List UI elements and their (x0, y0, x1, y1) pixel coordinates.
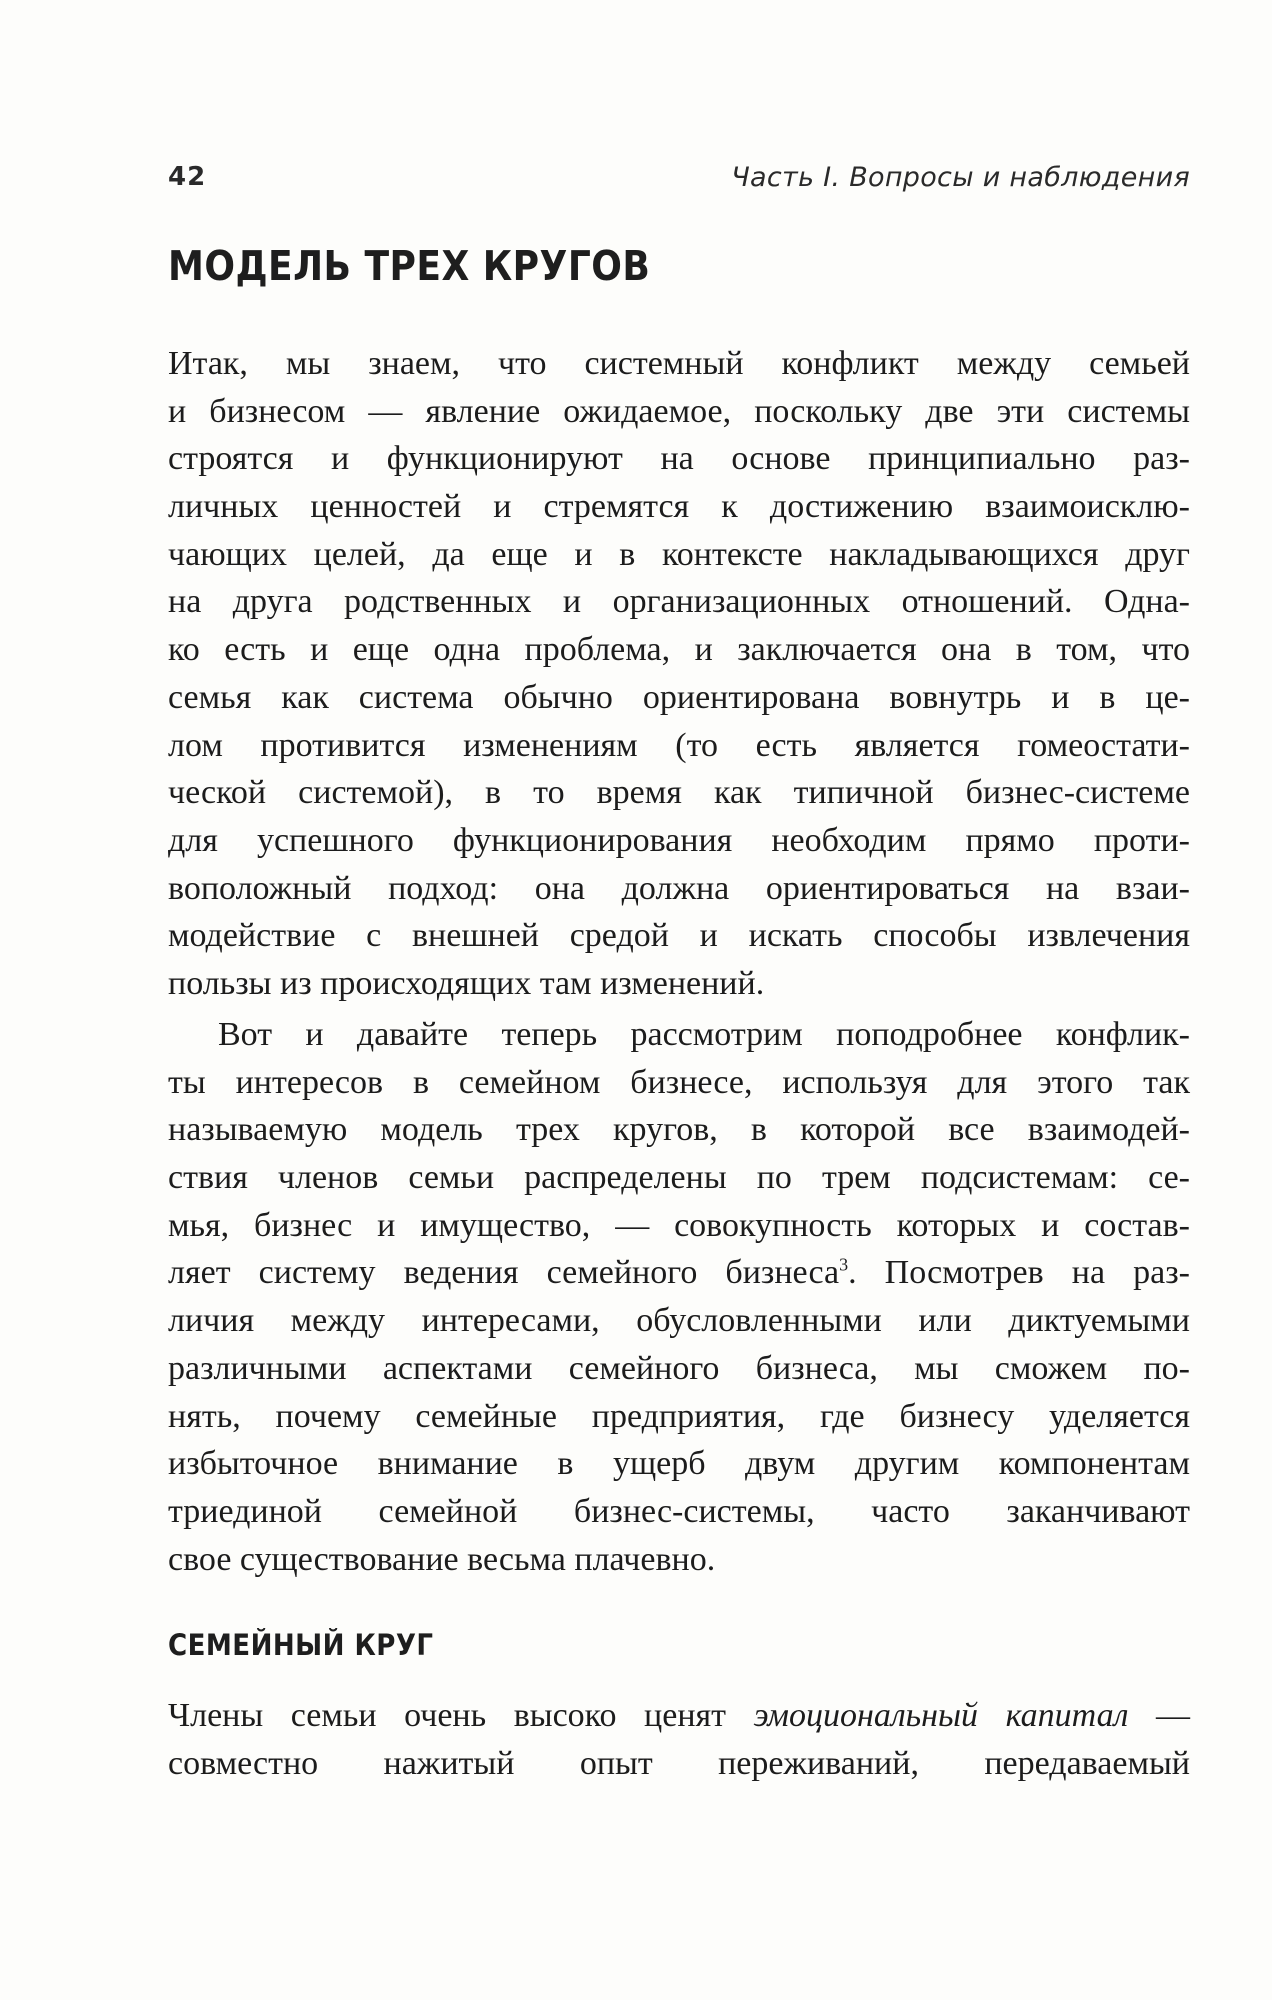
text-line: мья, бизнес и имущество, — совокупность которых и состав- (168, 1206, 1190, 1244)
paragraph-2 (168, 1011, 1190, 1583)
text-line: лом противится изменениям (то есть является гомеостати- (168, 726, 1190, 764)
paragraph-3 (168, 1692, 1190, 1787)
text-line: ствия членов семьи распределены по трем подсистемам: се- (168, 1159, 1190, 1197)
text-line: для успешного функционирования необходим прямо проти- (168, 821, 1190, 859)
text-line: воположный подход: она должна ориентироваться на взаи- (168, 869, 1190, 907)
chapter-title: МОДЕЛЬ ТРЕХ КРУГОВ (168, 242, 651, 290)
text-line: ты интересов в семейном бизнесе, используя для этого так (168, 1063, 1190, 1101)
text-segment: . Посмотрев на раз- (848, 1254, 1190, 1292)
page-number: 42 (168, 162, 207, 192)
text-line: нять, почему семейные предприятия, где бизнесу уделяется (168, 1397, 1190, 1435)
text-line-with-emphasis (168, 1692, 1190, 1740)
text-segment: Члены семьи очень высоко ценят (168, 1697, 754, 1734)
text-segment: — (1128, 1697, 1191, 1734)
text-line: пользы из происходящих там изменений. (168, 964, 765, 1002)
text-line: семья как система обычно ориентирована вовнутрь и в це- (168, 678, 1190, 716)
text-line: различными аспектами семейного бизнеса, мы сможем по- (168, 1349, 1190, 1387)
text-line: совместно нажитый опыт переживаний, передаваемый (168, 1744, 1190, 1782)
paragraph-1 (168, 340, 1190, 1008)
text-line: Итак, мы знаем, что системный конфликт между семьей (168, 345, 1190, 382)
section-header: Часть I. Вопросы и наблюдения (731, 162, 1190, 193)
emphasized-term: эмоциональный капитал (753, 1697, 1129, 1734)
text-line: на друга родственных и организационных отношений. Одна- (168, 583, 1190, 621)
text-line: ческой системой), в то время как типичной бизнес-системе (168, 774, 1190, 812)
text-line: Вот и давайте теперь рассмотрим поподробнее конфлик- (218, 1016, 1190, 1053)
text-line: триединой семейной бизнес-системы, часто заканчивают (168, 1492, 1190, 1530)
footnote-marker: 3 (839, 1255, 849, 1276)
text-line: модействие с внешней средой и искать способы извлечения (168, 917, 1190, 955)
text-line: строятся и функционируют на основе принципиально раз- (168, 440, 1190, 478)
text-line-with-footnote (168, 1249, 1190, 1297)
text-line: избыточное внимание в ущерб двум другим компонентам (168, 1445, 1190, 1483)
text-line: и бизнесом — явление ожидаемое, поскольку две эти системы (168, 392, 1190, 430)
text-line: личия между интересами, обусловленными или диктуемыми (168, 1302, 1190, 1340)
text-line: чающих целей, да еще и в контексте накладывающихся друг (168, 535, 1190, 573)
text-line: ко есть и еще одна проблема, и заключается она в том, что (168, 631, 1190, 669)
text-line: свое существование весьма плачевно. (168, 1540, 716, 1578)
section-subtitle: СЕМЕЙНЫЙ КРУГ (168, 1628, 434, 1662)
text-line: личных ценностей и стремятся к достижению взаимоисклю- (168, 488, 1190, 526)
running-head (168, 162, 1190, 202)
text-line: называемую модель трех кругов, в которой все взаимодей- (168, 1111, 1190, 1149)
text-segment: ляет систему ведения семейного бизнеса (168, 1254, 840, 1292)
